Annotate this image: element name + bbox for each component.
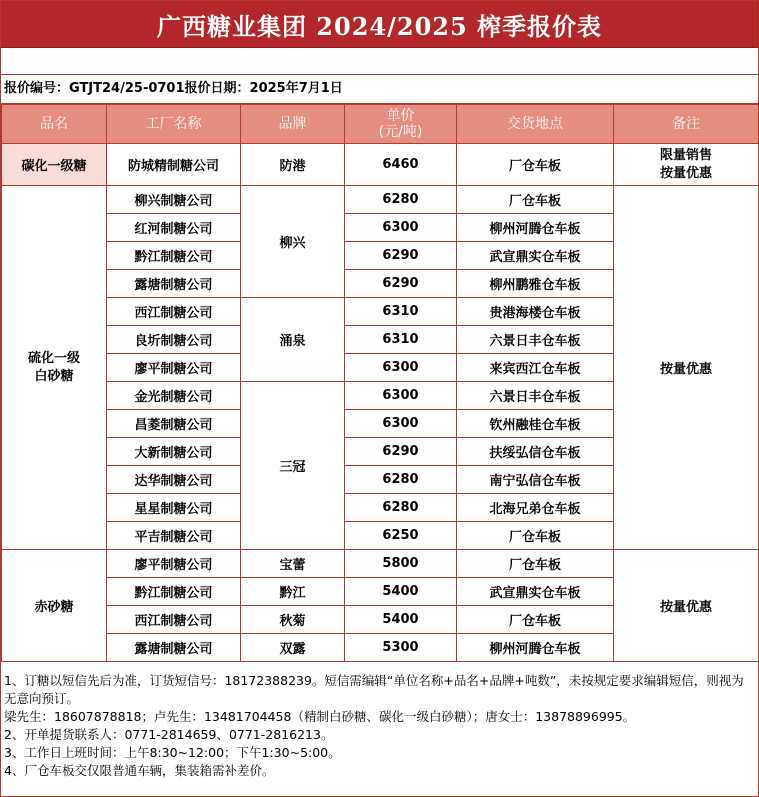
remark-line: 按量优惠 <box>659 165 712 181</box>
factory-cell: 黔江制糖公司 <box>107 578 241 606</box>
price-cell: 5800 <box>345 550 457 578</box>
header-factory: 工厂名称 <box>107 105 241 144</box>
factory-cell: 柳兴制糖公司 <box>107 186 241 214</box>
price-table <box>1 104 759 662</box>
remark-line: 限量销售 <box>659 147 712 163</box>
delivery-cell: 厂仓车板 <box>457 186 614 214</box>
factory-cell: 廖平制糖公司 <box>107 354 241 382</box>
table-row <box>2 144 759 186</box>
price-cell: 6300 <box>345 382 457 410</box>
factory-cell: 防城精制糖公司 <box>107 144 241 186</box>
delivery-cell: 武宣鼎实仓车板 <box>457 578 614 606</box>
header-remark: 备注 <box>614 105 759 144</box>
note-line: 2、开单提货联系人：0771-2814659、0771-2816213。 <box>4 727 334 742</box>
price-cell: 6250 <box>345 522 457 550</box>
delivery-cell: 南宁弘信仓车板 <box>457 466 614 494</box>
notes-section <box>1 662 758 780</box>
remark-cell: 按量优惠 <box>614 186 759 550</box>
note-line: 4、厂仓车板交仅限普通车辆，集装箱需补差价。 <box>4 763 275 778</box>
price-cell: 6280 <box>345 466 457 494</box>
note-line: 1、订糖以短信先后为准，订货短信号：18172388239。短信需编辑“单位名称+品名+品牌+吨数”，未按规定要求编辑短信，则视为无意向预订。 <box>4 673 744 706</box>
note-line: 3、工作日上班时间：上午8:30~12:00；下午1:30~5:00。 <box>4 745 341 760</box>
delivery-cell: 六景日丰仓车板 <box>457 326 614 354</box>
price-cell: 6300 <box>345 214 457 242</box>
factory-cell: 金光制糖公司 <box>107 382 241 410</box>
category-line: 硫化一级 <box>27 350 80 366</box>
price-cell: 6290 <box>345 438 457 466</box>
brand-cell: 黔江 <box>241 578 345 606</box>
brand-cell: 秋菊 <box>241 606 345 634</box>
delivery-cell: 厂仓车板 <box>457 522 614 550</box>
factory-cell: 露塘制糖公司 <box>107 634 241 662</box>
delivery-cell: 贵港海楼仓车板 <box>457 298 614 326</box>
blank-row <box>1 48 758 75</box>
factory-cell: 昌菱制糖公司 <box>107 410 241 438</box>
price-cell: 6280 <box>345 494 457 522</box>
price-cell: 5400 <box>345 606 457 634</box>
factory-cell: 星星制糖公司 <box>107 494 241 522</box>
header-brand: 品牌 <box>241 105 345 144</box>
delivery-cell: 六景日丰仓车板 <box>457 382 614 410</box>
price-cell: 6300 <box>345 410 457 438</box>
delivery-cell: 柳州河腾仓车板 <box>457 214 614 242</box>
header-delivery: 交货地点 <box>457 105 614 144</box>
table-header-row <box>2 105 759 144</box>
brand-cell: 宝蕾 <box>241 550 345 578</box>
factory-cell: 良圻制糖公司 <box>107 326 241 354</box>
brand-cell: 柳兴 <box>241 186 345 298</box>
delivery-cell: 来宾西江仓车板 <box>457 354 614 382</box>
price-cell: 5300 <box>345 634 457 662</box>
factory-cell: 露塘制糖公司 <box>107 270 241 298</box>
price-cell: 6310 <box>345 298 457 326</box>
header-price <box>345 105 457 144</box>
price-cell: 6460 <box>345 144 457 186</box>
table-row <box>2 550 759 578</box>
delivery-cell: 钦州融桂仓车板 <box>457 410 614 438</box>
price-cell: 6280 <box>345 186 457 214</box>
table-row <box>2 186 759 214</box>
factory-cell: 廖平制糖公司 <box>107 550 241 578</box>
header-price-label: 单价 <box>386 108 415 124</box>
note-line: 梁先生：18607878818；卢先生：13481704458（精制白砂糖、碳化一级白砂糖）；唐女士：13878896995。 <box>4 709 636 724</box>
header-price-unit: (元/吨) <box>378 124 423 140</box>
remark-cell <box>614 144 759 186</box>
factory-cell: 黔江制糖公司 <box>107 242 241 270</box>
category-cell <box>2 186 107 550</box>
delivery-cell: 厂仓车板 <box>457 550 614 578</box>
quote-info: 报价编号：GTJT24/25-0701报价日期：2025年7月1日 <box>1 75 758 104</box>
price-cell: 6300 <box>345 354 457 382</box>
category-line: 白砂糖 <box>34 368 74 384</box>
brand-cell: 防港 <box>241 144 345 186</box>
page-title: 广西糖业集团 2024/2025 榨季报价表 <box>1 1 758 48</box>
price-cell: 6310 <box>345 326 457 354</box>
factory-cell: 平吉制糖公司 <box>107 522 241 550</box>
remark-cell: 按量优惠 <box>614 550 759 662</box>
price-cell: 5400 <box>345 578 457 606</box>
delivery-cell: 扶绥弘信仓车板 <box>457 438 614 466</box>
factory-cell: 红河制糖公司 <box>107 214 241 242</box>
delivery-cell: 武宣鼎实仓车板 <box>457 242 614 270</box>
factory-cell: 西江制糖公司 <box>107 298 241 326</box>
header-category: 品名 <box>2 105 107 144</box>
delivery-cell: 柳州鹏雅仓车板 <box>457 270 614 298</box>
delivery-cell: 北海兄弟仓车板 <box>457 494 614 522</box>
price-cell: 6290 <box>345 242 457 270</box>
factory-cell: 大新制糖公司 <box>107 438 241 466</box>
delivery-cell: 厂仓车板 <box>457 606 614 634</box>
brand-cell: 双露 <box>241 634 345 662</box>
delivery-cell: 厂仓车板 <box>457 144 614 186</box>
delivery-cell: 柳州河腾仓车板 <box>457 634 614 662</box>
price-cell: 6290 <box>345 270 457 298</box>
factory-cell: 达华制糖公司 <box>107 466 241 494</box>
category-cell: 碳化一级糖 <box>2 144 107 186</box>
brand-cell: 三冠 <box>241 382 345 550</box>
category-cell: 赤砂糖 <box>2 550 107 662</box>
factory-cell: 西江制糖公司 <box>107 606 241 634</box>
brand-cell: 涌泉 <box>241 298 345 382</box>
